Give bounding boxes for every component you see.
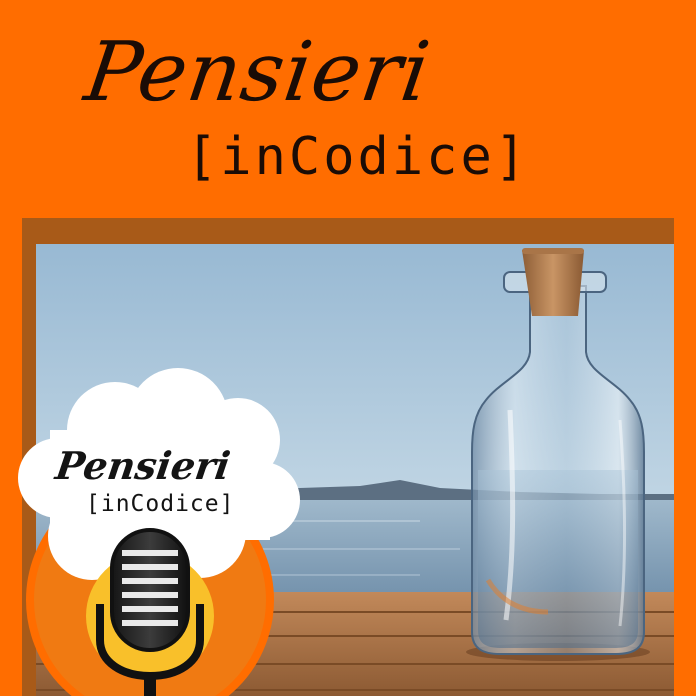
logo-title-script: Pensieri: [52, 443, 234, 488]
cover-title-script: Pensieri: [79, 25, 436, 120]
cover-title-code: [inCodice]: [186, 127, 530, 187]
logo-title-code: [inCodice]: [86, 491, 235, 517]
cork-stopper: [522, 250, 584, 316]
